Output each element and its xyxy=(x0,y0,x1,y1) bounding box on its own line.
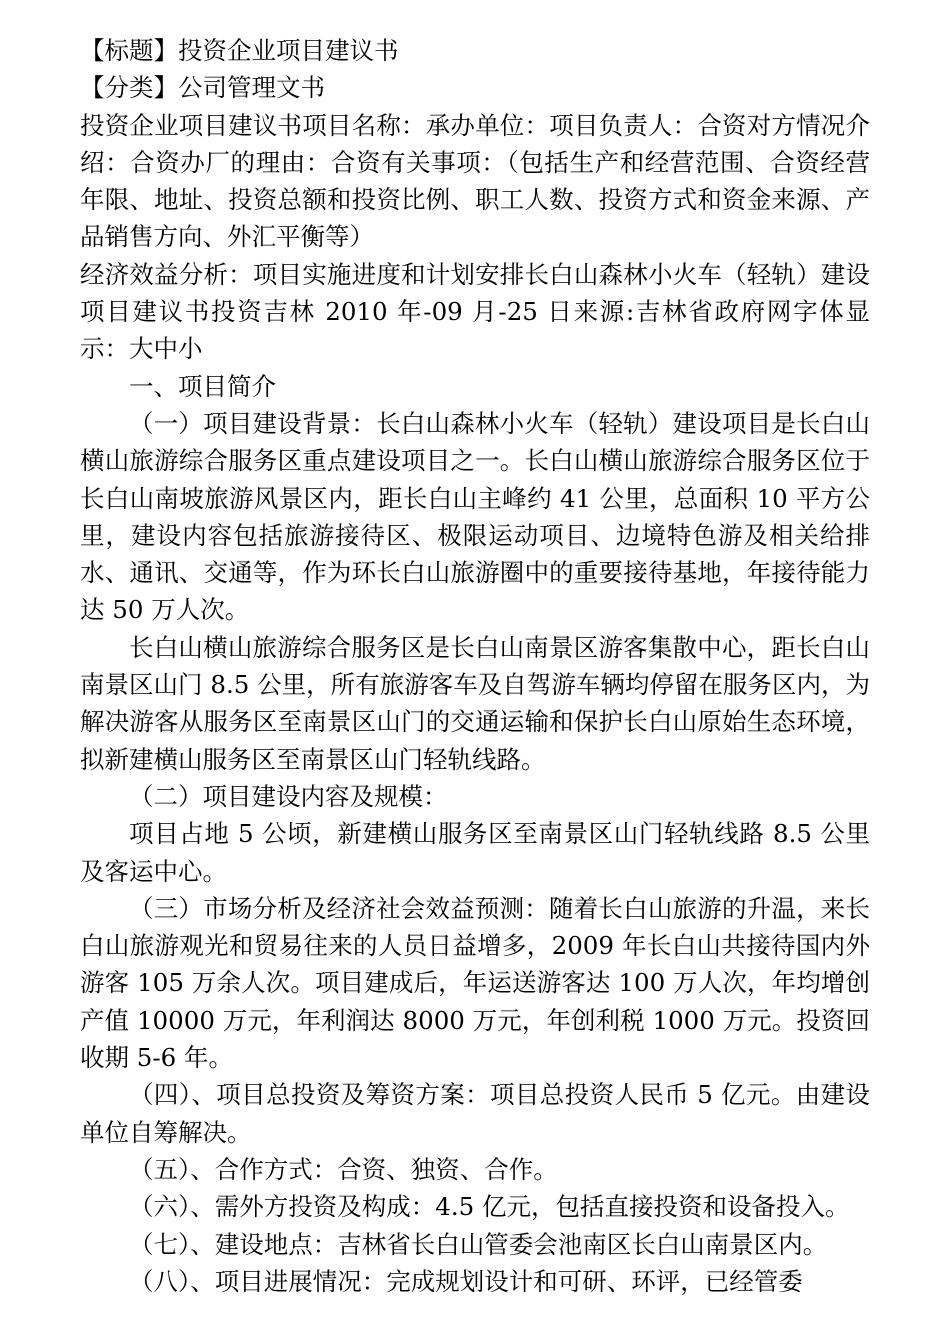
fields-paragraph: 投资企业项目建议书项目名称：承办单位：项目负责人：合资对方情况介绍：合资办厂的理由：合资有关事项：（包括生产和经营范围、合资经营年限、地址、投资总额和投资比例、职工人数、投资方式和资金来源、产品销售方向、外汇平衡等） xyxy=(80,110,870,252)
paragraph-foreign-investment: （六）、需外方投资及构成：4.5 亿元，包括直接投资和设备投入。 xyxy=(129,1192,850,1222)
paragraph-content: 项目占地 5 公顷，新建横山服务区至南景区山门轻轨线路 8.5 公里及客运中心。 xyxy=(80,819,870,886)
document-page xyxy=(80,32,870,1300)
paragraph-background-2: 长白山横山旅游综合服务区是长白山南景区游客集散中心，距长白山南景区山门 8.5 公里，所有旅游客车及自驾游车辆均停留在服务区内，为解决游客从服务区至南景区山门的交通运输和保护长白山原始生态环境，拟新建横山服务区至南景区山门轻轨线路。 xyxy=(80,632,870,774)
section-heading-project-intro: 一、项目简介 xyxy=(129,371,276,401)
category-line: 【分类】公司管理文书 xyxy=(80,73,325,103)
paragraph-location: （七）、建设地点：吉林省长白山管委会池南区长白山南景区内。 xyxy=(129,1229,828,1259)
subheading-content-scale: （二）项目建设内容及规模： xyxy=(129,781,448,811)
paragraph-cooperation: （五）、合作方式：合资、独资、合作。 xyxy=(129,1154,558,1184)
source-paragraph: 经济效益分析：项目实施进度和计划安排长白山森林小火车（轻轨）建设项目建议书投资吉林 2010 年-09 月-25 日来源:吉林省政府网字体显示：大中小 xyxy=(80,259,870,364)
paragraph-investment: （四）、项目总投资及筹资方案：项目总投资人民币 5 亿元。由建设单位自筹解决。 xyxy=(80,1080,870,1147)
paragraph-progress: （八）、项目进展情况：完成规划设计和可研、环评，已经管委 xyxy=(129,1266,803,1296)
paragraph-market: （三）市场分析及经济社会效益预测：随着长白山旅游的升温，来长白山旅游观光和贸易往来的人员日益增多，2009 年长白山共接待国内外游客 105 万余人次。项目建成后，年运送游客达 100 万人次，年均增创产值 10000 万元，年利润达 8000 万元，年创利税 1000 万元。投资回收期 5-6 年。 xyxy=(80,893,870,1073)
title-line: 【标题】投资企业项目建议书 xyxy=(80,36,399,65)
paragraph-background: （一）项目建设背景：长白山森林小火车（轻轨）建设项目是长白山横山旅游综合服务区重点建设项目之一。长白山横山旅游综合服务区位于长白山南坡旅游风景区内，距长白山主峰约 41 公里，总面积 10 平方公里，建设内容包括旅游接待区、极限运动项目、边境特色游及相关给排水、通讯、交通等，作为环长白山旅游圈中的重要接待基地，年接待能力达 50 万人次。 xyxy=(80,408,870,625)
